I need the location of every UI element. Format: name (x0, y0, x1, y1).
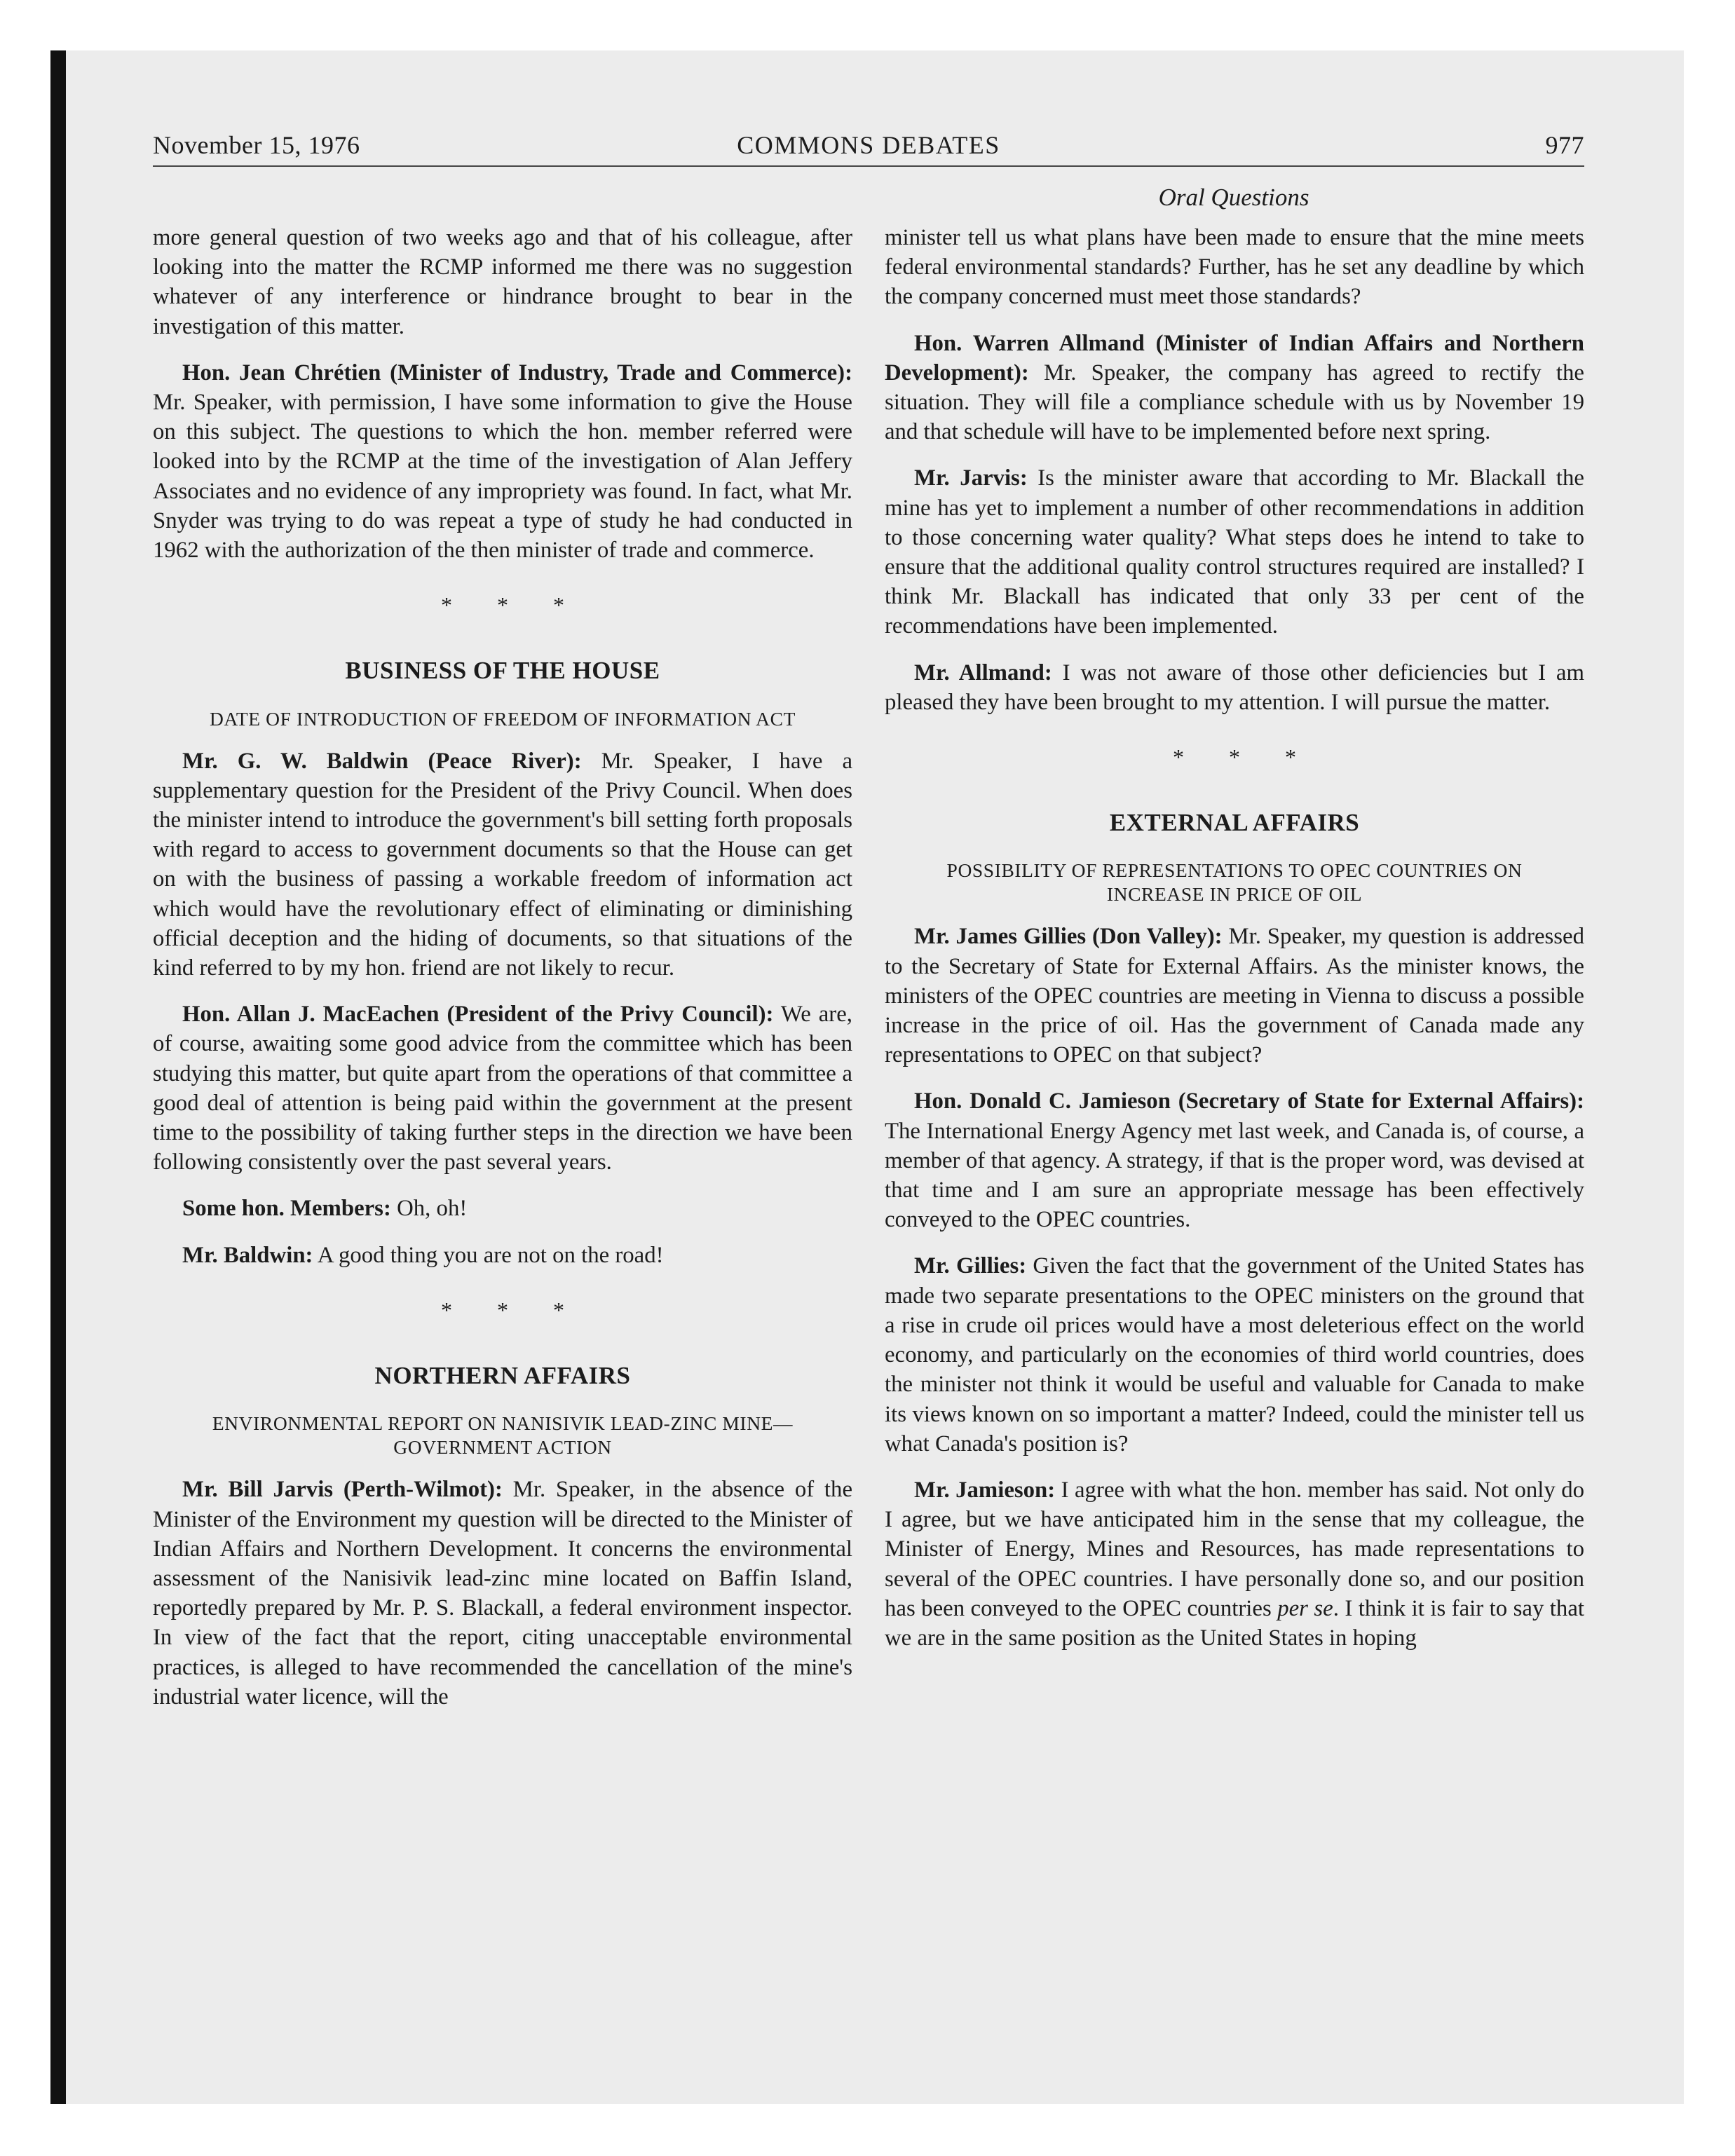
speech-text: Mr. Speaker, my question is addressed to the Secretary of State for External Affairs. As the minister knows, the ministers of the OPEC countries are meeting in Vienna to discuss a possible increase in the price of oil. Has the government of Canada made any representations to OPEC on that subject? (885, 924, 1584, 1068)
speech-text: Oh, oh! (390, 1196, 468, 1222)
paragraph (885, 922, 1584, 1070)
topic-heading: DATE OF INTRODUCTION OF FREEDOM OF INFORMATION ACT (210, 707, 796, 730)
speaker-name: Mr. Baldwin: (182, 1242, 313, 1268)
section-separator: * * * (441, 592, 584, 618)
speech-text: Mr. Speaker, in the absence of the Minister of the Environment my question will be directed to the Minister of Indian Affairs and Northern Development. It concerns the environmental assessment of the Nanisivik lead-zinc mine located on Baffin Island, reportedly prepared by Mr. P. S. Blackall, a federal environment inspector. In view of the fact that the report, citing unacceptable environmental practices, is alleged to have recommended the cancellation of the mine's industrial water licence, will the (153, 1477, 853, 1710)
paragraph (885, 329, 1584, 447)
speaker-name: Mr. G. W. Baldwin (Peace River): (182, 748, 582, 774)
italic-phrase: per se (1277, 1595, 1333, 1621)
speaker-name: Some hon. Members: (182, 1196, 391, 1222)
section-heading: EXTERNAL AFFAIRS (1109, 809, 1360, 837)
section-heading: NORTHERN AFFAIRS (374, 1362, 631, 1390)
speaker-name: Mr. Gillies: (914, 1253, 1027, 1279)
speech-text: Given the fact that the government of the United States has made two separate presentations to the OPEC ministers on the ground that a rise in crude oil prices would have a most deleterious effect on the world economy, and particularly on the economies of third world countries, does the minister not think it would be useful and valuable for Canada to make its views known on so important a matter? Indeed, could the minister tell us what Canada's position is? (885, 1253, 1584, 1456)
header-page-number: 977 (1545, 131, 1584, 159)
paragraph: minister tell us what plans have been made to ensure that the mine meets federal environmental standards? Further, has he set any deadline by which the company concerned must meet those standards? (885, 225, 1584, 310)
paragraph (153, 999, 852, 1177)
topic-heading: POSSIBILITY OF REPRESENTATIONS TO OPEC COUNTRIES ON INCREASE IN PRICE OF OIL (946, 859, 1523, 906)
speech-text: I was not aware of those other deficiencies but I am pleased they have been brought to my attention. I will pursue the matter. (885, 660, 1584, 715)
speech-text: We are, of course, awaiting some good advice from the committee which has been studying this matter, but quite apart from the operations of that committee a good deal of attention is being paid within the government at the present time to the possibility of taking further steps in the direction we have been following consistently over the past several years. (153, 1002, 852, 1175)
speech-text: Mr. Speaker, with permission, I have some information to give the House on this subject. The questions to which the hon. member referred were looked into by the RCMP at the time of the investigation of Alan Jeffery Associates and no evidence of any impropriety was found. In fact, what Mr. Snyder was trying to do was repeat a type of study he had conducted in 1962 with the authorization of the then minister of trade and commerce. (153, 390, 852, 564)
right-column (885, 223, 1584, 1670)
paragraph (153, 1194, 852, 1223)
paragraph (153, 1241, 852, 1270)
left-column (153, 223, 852, 1728)
binding-edge (50, 50, 66, 2104)
paragraph (885, 1251, 1584, 1458)
header-title: COMMONS DEBATES (737, 131, 1000, 159)
paragraph (885, 1086, 1584, 1234)
speech-text: The International Energy Agency met last week, and Canada is, of course, a member of that agency. A strategy, if that is the proper word, was devised at that time and I am sure an appropriate message has been effectively conveyed to the OPEC countries. (885, 1118, 1584, 1233)
speech-text: Mr. Speaker, the company has agreed to rectify the situation. They will file a compliance schedule with us by November 19 and that schedule will have to be implemented before next spring. (885, 360, 1584, 445)
speaker-name: Hon. Allan J. MacEachen (President of the Privy Council): (182, 1002, 774, 1028)
header-rule (153, 165, 1584, 167)
section-separator: * * * (1173, 744, 1316, 770)
paragraph: more general question of two weeks ago and that of his colleague, after looking into the matter the RCMP informed me there was no suggestion whatever of any interference or hindrance brought to bear in the investigation of this matter. (153, 225, 852, 339)
topic-heading: ENVIRONMENTAL REPORT ON NANISIVIK LEAD-ZINC MINE—GOVERNMENT ACTION (212, 1412, 794, 1459)
header-date: November 15, 1976 (153, 131, 360, 159)
speaker-name: Mr. James Gillies (Don Valley): (914, 924, 1223, 950)
speaker-name: Hon. Jean Chrétien (Minister of Industry, Trade and Commerce): (182, 360, 852, 386)
speaker-name: Hon. Donald C. Jamieson (Secretary of State for External Affairs): (914, 1089, 1584, 1114)
paragraph (885, 658, 1584, 717)
paragraph (153, 1475, 852, 1712)
section-separator: * * * (441, 1297, 584, 1323)
paragraph (153, 358, 852, 565)
speech-text: Is the minister aware that according to Mr. Blackall the mine has yet to implement a number of other recommendations in addition to those concerning water quality? What steps does he intend to take to ensure that the additional quality control structures required are installed? I think Mr. Blackall has indicated that only 33 per cent of the recommendations have been implemented. (885, 465, 1584, 639)
speaker-name: Hon. Warren Allmand (Minister of Indian Affairs and Northern Development): (885, 330, 1584, 386)
speech-text: . I think it is fair to say that we are in the same position as the United States in hoping (885, 1595, 1584, 1651)
speech-text: I agree with what the hon. member has said. Not only do I agree, but we have anticipated him in the sense that my colleague, the Minister of Energy, Mines and Resources, has made representations to several of the OPEC countries. I have personally done so, and our position has been conveyed to the OPEC countries (885, 1477, 1584, 1621)
section-heading: BUSINESS OF THE HOUSE (345, 657, 660, 685)
paragraph (885, 1475, 1584, 1653)
page-header (153, 130, 1584, 165)
speaker-name: Mr. Jamieson: (914, 1477, 1056, 1503)
speaker-name: Mr. Allmand: (914, 660, 1052, 685)
paragraph (153, 746, 852, 983)
speaker-name: Mr. Jarvis: (914, 465, 1028, 491)
paragraph (885, 463, 1584, 641)
speech-text: Mr. Speaker, I have a supplementary question for the President of the Privy Council. When does the minister intend to introduce the government's bill setting forth proposals with regard to access to government documents so that the House can get on with the business of passing a workable freedom of information act which would have the revolutionary effect of eliminating or diminishing official deception and the hiding of documents, so that situations of the kind referred to by my hon. friend are not likely to recur. (153, 748, 853, 981)
section-running-head: Oral Questions (1158, 184, 1309, 211)
speech-text: A good thing you are not on the road! (313, 1242, 664, 1268)
speaker-name: Mr. Bill Jarvis (Perth-Wilmot): (182, 1477, 503, 1503)
